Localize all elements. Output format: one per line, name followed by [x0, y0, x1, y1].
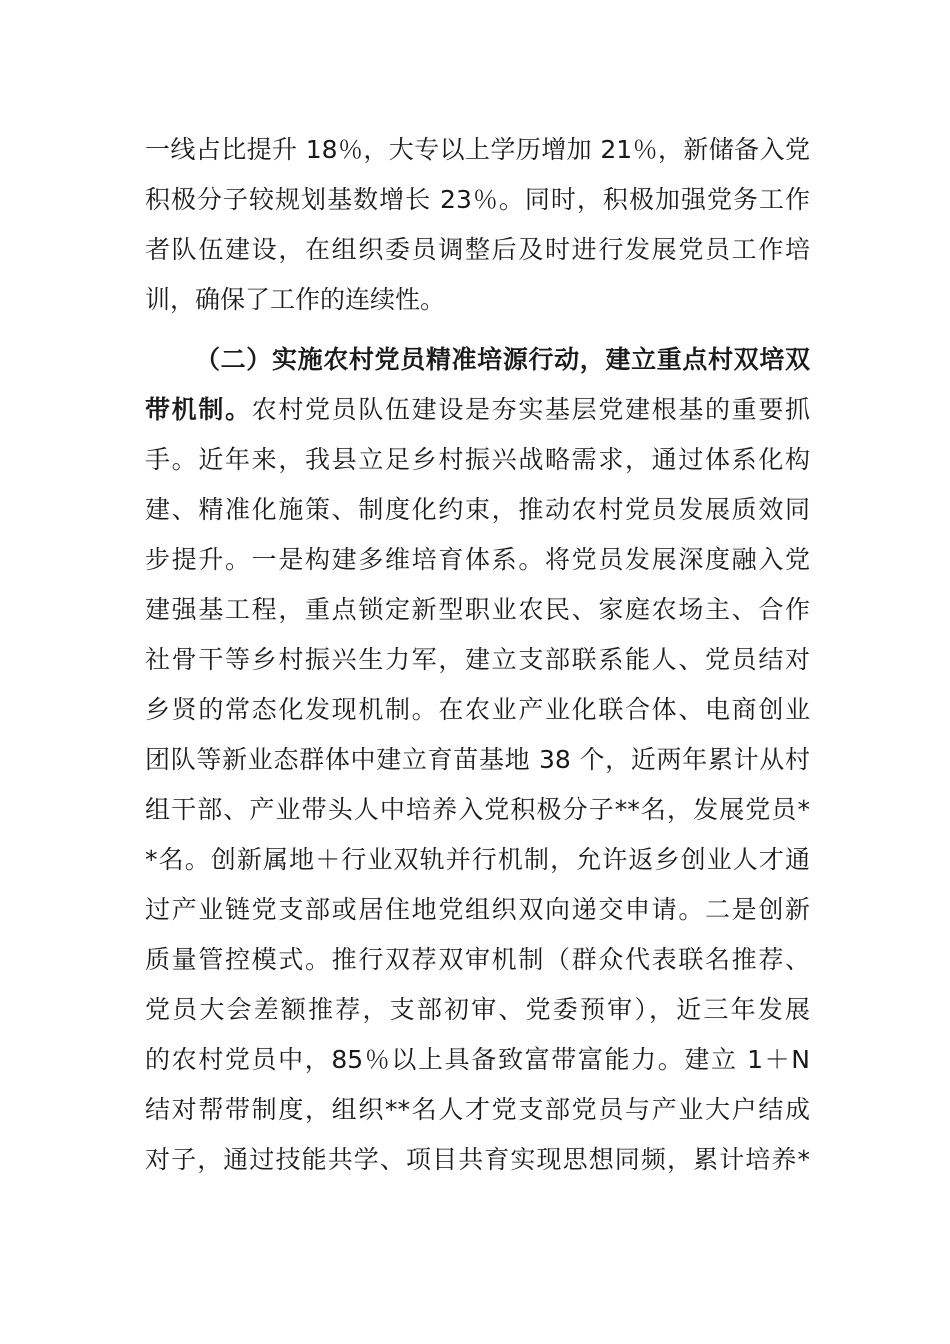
section-heading-line-1: （二）实施农村党员精准培源行动，建立重点村双培双	[195, 345, 810, 374]
paragraph-1-line-1: 一线占比提升 18％，大专以上学历增加 21％，新储备入党	[145, 135, 810, 164]
paragraph-1-line-2: 积极分子较规划基数增长 23％。同时，积极加强党务工作	[145, 185, 810, 214]
paragraph-2-line-12: 质量管控模式。推行双荐双审机制（群众代表联名推荐、	[145, 945, 810, 974]
paragraph-2-line-7: 乡贤的常态化发现机制。在农业产业化联合体、电商创业	[145, 695, 810, 724]
paragraph-2-line-13: 党员大会差额推荐，支部初审、党委预审），近三年发展	[145, 995, 810, 1024]
paragraph-2-line-6: 社骨干等乡村振兴生力军，建立支部联系能人、党员结对	[145, 645, 810, 674]
section-heading-line-2: 带机制。	[145, 395, 252, 424]
paragraph-2-line-14: 的农村党员中，85％以上具备致富带富能力。建立 1＋N	[145, 1045, 810, 1074]
paragraph-2-line-2: 手。近年来，我县立足乡村振兴战略需求，通过体系化构	[145, 445, 810, 474]
paragraph-2-line-16: 对子，通过技能共学、项目共育实现思想同频，累计培养*	[145, 1145, 810, 1174]
paragraph-1-line-3: 者队伍建设，在组织委员调整后及时进行发展党员工作培	[145, 235, 810, 264]
paragraph-2-line-10: *名。创新属地＋行业双轨并行机制，允许返乡创业人才通	[145, 845, 810, 874]
paragraph-2-line-11: 过产业链党支部或居住地党组织双向递交申请。二是创新	[145, 895, 810, 924]
paragraph-2-line-4: 步提升。一是构建多维培育体系。将党员发展深度融入党	[145, 545, 810, 574]
paragraph-2-line-1	[145, 385, 810, 435]
paragraph-2-line-1-text: 农村党员队伍建设是夯实基层党建根基的重要抓	[251, 395, 810, 424]
paragraph-2-line-5: 建强基工程，重点锁定新型职业农民、家庭农场主、合作	[145, 595, 810, 624]
paragraph-2-line-8: 团队等新业态群体中建立育苗基地 38 个，近两年累计从村	[145, 745, 810, 774]
paragraph-2-line-9: 组干部、产业带头人中培养入党积极分子**名，发展党员*	[145, 795, 810, 824]
paragraph-2-line-3: 建、精准化施策、制度化约束，推动农村党员发展质效同	[145, 495, 810, 524]
paragraph-2-line-15: 结对帮带制度，组织**名人才党支部党员与产业大户结成	[145, 1095, 810, 1124]
paragraph-1-line-4: 训，确保了工作的连续性。	[145, 285, 446, 314]
